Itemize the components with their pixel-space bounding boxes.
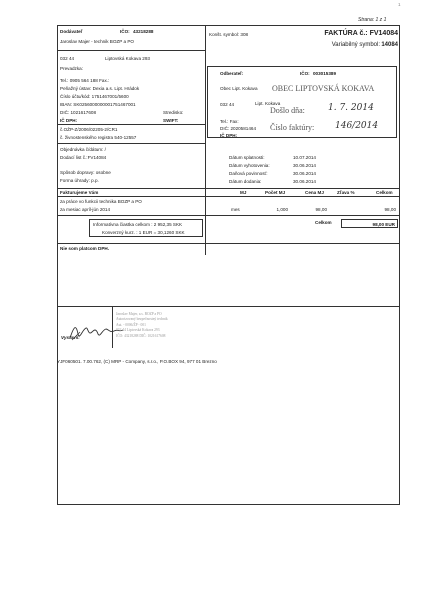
supplier-name: Jaroslav Majer - technik BOZP a PO bbox=[60, 39, 134, 44]
item-quantity: 1,000 bbox=[276, 207, 288, 212]
supplier-name-divider bbox=[57, 50, 205, 51]
supplier-region: Prevadzka: bbox=[60, 66, 83, 71]
signature-divider bbox=[112, 306, 113, 348]
item-unit: mes bbox=[231, 207, 240, 212]
seal-line-5: IČO: 43218288 DIČ: 1021617608 bbox=[116, 333, 166, 338]
tax-date: 30.06.2014 bbox=[293, 171, 316, 176]
col-header-quantity: Počet MJ bbox=[265, 190, 286, 195]
item-total: 98,00 bbox=[384, 207, 396, 212]
col-header-discount: Zľava % bbox=[337, 190, 355, 195]
supplier-city-street: Liptovská Kokava 293 bbox=[105, 56, 150, 61]
issue-date: 30.06.2014 bbox=[293, 163, 316, 168]
invoice-title: FAKTÚRA č.: FV14084 bbox=[324, 30, 398, 37]
col-header-total: Celkom bbox=[376, 190, 393, 195]
col-header-unit-price: Cena MJ bbox=[305, 190, 324, 195]
customer-ico-label: IČO: bbox=[300, 71, 310, 76]
delivery-date-label: Dátum dodania: bbox=[229, 179, 262, 184]
delivery-date: 30.06.2014 bbox=[293, 179, 316, 184]
col-header-description: Fakturujeme Vám bbox=[60, 190, 99, 195]
supplier-ico-label: IČO: bbox=[120, 29, 130, 34]
supplier-ico: 43218288 bbox=[133, 29, 154, 34]
table-bottom-border bbox=[57, 215, 400, 216]
company-seal bbox=[116, 312, 168, 339]
supplier-account: Číslo účtu/kód: 1751467001/5600 bbox=[60, 94, 129, 99]
total-amount: 98,00 EUR bbox=[341, 219, 398, 228]
supplier-bottom-divider bbox=[57, 143, 205, 144]
konst-symbol: Konšt. symbol: 308 bbox=[209, 32, 249, 37]
supplier-phone: Tel.: 0905 564 188 Fax.: bbox=[60, 78, 110, 83]
issue-date-label: Dátum vyhotovenia: bbox=[229, 163, 270, 168]
table-header-border bbox=[57, 196, 400, 197]
supplier-dic: DIČ: 1021617608 bbox=[60, 110, 97, 115]
total-label: Celkom bbox=[315, 220, 332, 225]
supplier-ic-dph: IČ DPH: bbox=[60, 118, 78, 123]
customer-zip: 032 44 bbox=[220, 102, 235, 107]
page-number: Strana: 1 z 1 bbox=[358, 17, 387, 23]
supplier-label: Dodávateľ bbox=[60, 29, 83, 34]
item-unit-price: 98,00 bbox=[315, 207, 327, 212]
payment-method: Forma úhrady: p.p. bbox=[60, 178, 99, 183]
seal-line-3: Aut. - 0006/ŽP - 001 bbox=[116, 322, 146, 327]
supplier-swift: SWIFT: bbox=[163, 118, 179, 123]
customer-tel-fax: Tel.: Fax: bbox=[220, 119, 239, 124]
customer-ic-dph: IČ DPH: bbox=[220, 133, 238, 138]
supplier-zip: 032 44 bbox=[60, 56, 75, 61]
customer-name-stamp: OBEC LIPTOVSKÁ KOKAVA bbox=[272, 84, 375, 93]
seal-line-1: Jaroslav Majer, a.s. BOZP a PO bbox=[116, 312, 162, 316]
var-symbol-label: Variabilný symbol: bbox=[331, 42, 380, 48]
col-header-unit: MJ bbox=[240, 190, 247, 195]
item-description-2: za mesiac apríl-jún 2014 bbox=[60, 207, 111, 212]
customer-dic: DIČ: 2020581464 bbox=[220, 126, 257, 131]
delivery-note: Dodací list č.:FV14084 bbox=[60, 155, 107, 160]
seal-line-2: Autorizovaný bezpečnostný technik bbox=[116, 317, 168, 322]
conversion-rate: Konverzný kurz. : 1 EUR = 30,1260 SKK bbox=[102, 230, 185, 235]
customer-ico: 003015389 bbox=[313, 71, 336, 76]
seal-line-4: 032 44 Liptovská Kokava 293 bbox=[116, 328, 160, 333]
customer-label: Odberateľ: bbox=[220, 71, 244, 76]
invoice-number-stamp-label: Číslo faktúry: bbox=[270, 123, 315, 132]
notes-top-border bbox=[57, 243, 400, 244]
transport-method: Spôsob dopravy: osobne bbox=[60, 170, 111, 175]
supplier-bank: Peňažný ústav: Dexia a.s. Lipt. Hrádok bbox=[60, 86, 140, 91]
received-stamp-date: 1. 7. 2014 bbox=[328, 103, 374, 113]
supplier-reg2: č. živnostenského registra 540-12557 bbox=[60, 135, 137, 140]
info-amount: Informatívna čiastka celkom : 2 952,35 SKK bbox=[93, 222, 183, 227]
page-corner-mark: 1 bbox=[398, 2, 401, 7]
supplier-stredisko: Stredisko: bbox=[163, 110, 184, 115]
supplier-reg1: č.OŽP-Z/2006/02205-2/CR1 bbox=[60, 127, 118, 132]
invoice-number-stamp-value: 146/2014 bbox=[335, 121, 379, 131]
due-date-label: Dátum splatnosti: bbox=[229, 155, 265, 160]
no-vat-note: Nie som platcom DPH. bbox=[60, 246, 110, 251]
due-date: 10.07.2014 bbox=[293, 155, 316, 160]
column-divider bbox=[205, 25, 206, 255]
var-symbol: 14084 bbox=[381, 42, 398, 48]
supplier-reg-divider bbox=[57, 124, 205, 125]
footer-software-info: YJF060501. 7.00.762, (C) MRP - Company, s.r.o., P.O.BOX 94, 977 01 Brezno bbox=[57, 359, 217, 364]
received-stamp-label: Došlo dňa: bbox=[270, 106, 305, 115]
order-number: Objednávka č/dátum: / bbox=[60, 147, 106, 152]
signature-top-border bbox=[57, 306, 400, 307]
supplier-iban: IBAN: SK0256000000001751467001 bbox=[60, 102, 136, 107]
table-top-border bbox=[57, 188, 400, 189]
issued-by-label: Vystavil: bbox=[61, 335, 80, 340]
item-description-1: za práce vo funkcii technika BOZP a PO bbox=[60, 199, 142, 204]
customer-city: Lipt. Kokava bbox=[255, 101, 281, 106]
tax-date-label: Daňová povinnosť: bbox=[229, 171, 268, 176]
customer-name: Obec Lipt. Kokava bbox=[220, 86, 258, 91]
